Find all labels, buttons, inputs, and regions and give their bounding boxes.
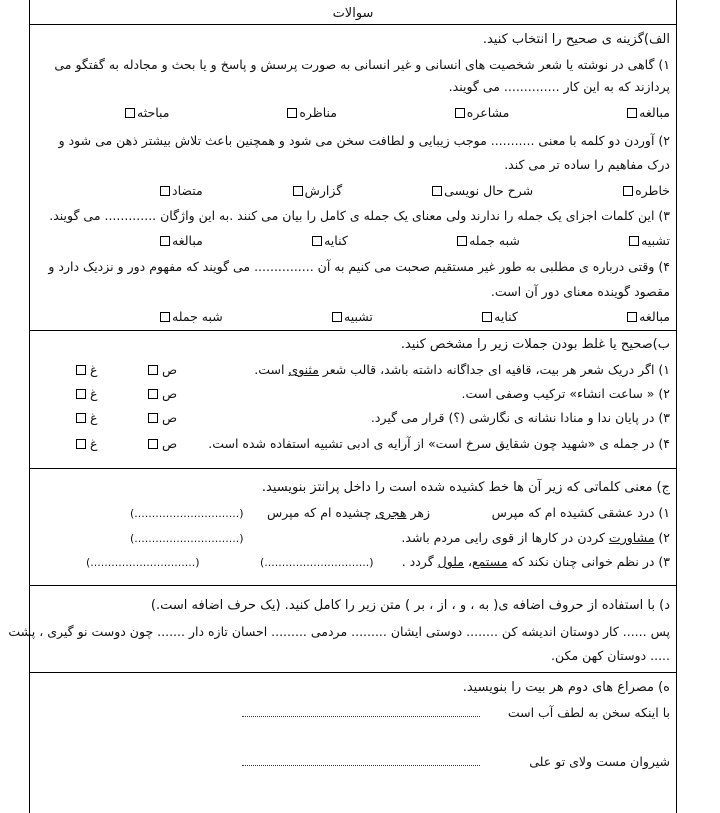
option[interactable]: شبه جمله: [160, 309, 223, 325]
q2-options: [160, 183, 670, 199]
tf-false-1[interactable]: غ: [76, 362, 97, 378]
checkbox[interactable]: [125, 108, 135, 118]
checkbox[interactable]: [148, 439, 158, 449]
checkbox[interactable]: [482, 312, 492, 322]
option[interactable]: گزارش: [293, 183, 343, 199]
tf-statement-2: ۲) « ساعت انشاء» ترکیب وصفی است.: [461, 386, 670, 401]
answer-blank[interactable]: (..............................): [130, 532, 244, 545]
tf-true-3[interactable]: ص: [148, 410, 177, 426]
answer-blank[interactable]: (..............................): [130, 507, 244, 520]
section-d-heading: د) با استفاده از حروف اضافه ی( به ، و ، از ، بر ) متن زیر را کامل کنید. (یک حرف اضافه است.): [150, 598, 670, 613]
checkbox[interactable]: [623, 186, 633, 196]
option[interactable]: کنایه: [482, 309, 518, 325]
checkbox[interactable]: [332, 312, 342, 322]
tf-statement-1: ۱) اگر دریک شعر هر بیت، قافیه ای جداگانه داشته باشد، قالب شعر مثنوی است.: [254, 362, 670, 377]
divider: [29, 468, 677, 469]
q3-text: ۳) این کلمات اجزای یک جمله را ندارند ولی معنای یک جمله ی کامل را بیان می کنند .به این واژگان ............. می گویند.: [49, 208, 670, 223]
tf-statement-3: ۳) در پایان ندا و منادا نشانه ی نگارشی (؟) قرار می گیرد.: [370, 410, 670, 425]
q4-options: [160, 309, 670, 325]
checkbox[interactable]: [627, 108, 637, 118]
option[interactable]: مبالغه: [160, 233, 203, 249]
divider: [29, 330, 677, 331]
checkbox[interactable]: [148, 389, 158, 399]
option[interactable]: مبالغه: [627, 309, 670, 325]
checkbox[interactable]: [148, 413, 158, 423]
answer-line[interactable]: [242, 765, 480, 766]
option[interactable]: مباحثه: [125, 105, 169, 121]
option[interactable]: تشبیه: [629, 233, 670, 249]
answer-blank[interactable]: (..............................): [260, 556, 374, 569]
tf-true-4[interactable]: ص: [148, 436, 177, 452]
option[interactable]: شرح حال نویسی: [432, 183, 533, 199]
q1-options: [125, 105, 670, 121]
checkbox[interactable]: [148, 365, 158, 375]
checkbox[interactable]: [287, 108, 297, 118]
tf-true-2[interactable]: ص: [148, 386, 177, 402]
option[interactable]: خاطره: [623, 183, 670, 199]
divider: [29, 24, 677, 25]
tf-statement-4: ۴) در جمله ی «شهید چون شقایق سرخ است» از آرایه ی ادبی تشبیه استفاده شده است.: [208, 436, 670, 451]
checkbox[interactable]: [160, 236, 170, 246]
page-title: سوالات: [332, 6, 374, 21]
q3-options: [160, 233, 670, 249]
tf-false-2[interactable]: غ: [76, 386, 97, 402]
tf-false-4[interactable]: غ: [76, 436, 97, 452]
checkbox[interactable]: [432, 186, 442, 196]
checkbox[interactable]: [629, 236, 639, 246]
q2-text-line2: درک مفاهیم را ساده تر می کند.: [504, 157, 670, 172]
tf-false-3[interactable]: غ: [76, 410, 97, 426]
checkbox[interactable]: [293, 186, 303, 196]
checkbox[interactable]: [76, 365, 86, 375]
section-a-heading: الف)گزینه ی صحیح را انتخاب کنید.: [482, 32, 670, 47]
q1-text-line1: ۱) گاهی در نوشته یا شعر شخصیت های انسانی و غیر انسانی به صورت پرسش و پاسخ و یا بحث و مجادله به گفتگو می: [54, 57, 670, 72]
option[interactable]: کنایه: [312, 233, 348, 249]
checkbox[interactable]: [160, 312, 170, 322]
d-text-line1: پس ...... کار دوستان اندیشه کن ........ دوستی ایشان ......... مردمی ......... احسان تازه دار ....... چون دوست نو گیری ، پشت: [8, 624, 670, 639]
option[interactable]: مشاعره: [455, 105, 510, 121]
section-c-heading: ج) معنی کلماتی که زیر آن ها خط کشیده شده است را داخل پرانتز بنویسید.: [261, 480, 670, 495]
answer-line[interactable]: [242, 716, 480, 717]
c-line1-part2: زهر هجری چشیده ام که مپرس: [267, 505, 430, 520]
checkbox[interactable]: [455, 108, 465, 118]
section-e-heading: ه) مصراع های دوم هر بیت را بنویسید.: [462, 680, 670, 695]
tf-true-1[interactable]: ص: [148, 362, 177, 378]
checkbox[interactable]: [76, 439, 86, 449]
c-line3: ۳) در نظم خوانی چنان نکند که مستمع، ملول گردد .: [401, 554, 670, 569]
section-b-heading: ب)صحیح یا غلط بودن جملات زیر را مشخص کنید.: [400, 337, 670, 352]
q2-text-line1: ۲) آوردن دو کلمه با معنی ........... موجب زیبایی و لطافت سخن می شود و همچنین باعث تلاش بیشتر ذهن می شود و: [58, 133, 670, 148]
d-text-line2: ..... دوستان کهن مکن.: [551, 648, 670, 663]
divider: [29, 672, 677, 673]
c-line2: ۲) مشاورت کردن در کارها از قوی رایی مردم باشد.: [401, 530, 670, 545]
divider: [29, 585, 677, 586]
c-line1-part1: ۱) درد عشقی کشیده ام که مپرس: [491, 505, 670, 520]
e-line2: شیروان مست ولای تو علی: [529, 754, 670, 769]
option[interactable]: مناظره: [287, 105, 337, 121]
checkbox[interactable]: [457, 236, 467, 246]
option[interactable]: متضاد: [160, 183, 203, 199]
q1-text-line2: پردازند که به این کار .............. می گویند.: [448, 79, 670, 94]
option[interactable]: مبالغه: [627, 105, 670, 121]
option[interactable]: تشبیه: [332, 309, 373, 325]
checkbox[interactable]: [160, 186, 170, 196]
q4-text-line2: مقصود گوینده معنای دور آن است.: [490, 284, 670, 299]
checkbox[interactable]: [312, 236, 322, 246]
checkbox[interactable]: [76, 413, 86, 423]
checkbox[interactable]: [76, 389, 86, 399]
checkbox[interactable]: [627, 312, 637, 322]
q4-text-line1: ۴) وقتی درباره ی مطلبی به طور غیر مستقیم صحبت می کنیم به آن ............... می گویند که مفهوم دور و نزدیک دارد و: [48, 259, 670, 274]
e-line1: با اینکه سخن به لطف آب است: [507, 705, 670, 720]
answer-blank[interactable]: (..............................): [86, 556, 200, 569]
option[interactable]: شبه جمله: [457, 233, 520, 249]
